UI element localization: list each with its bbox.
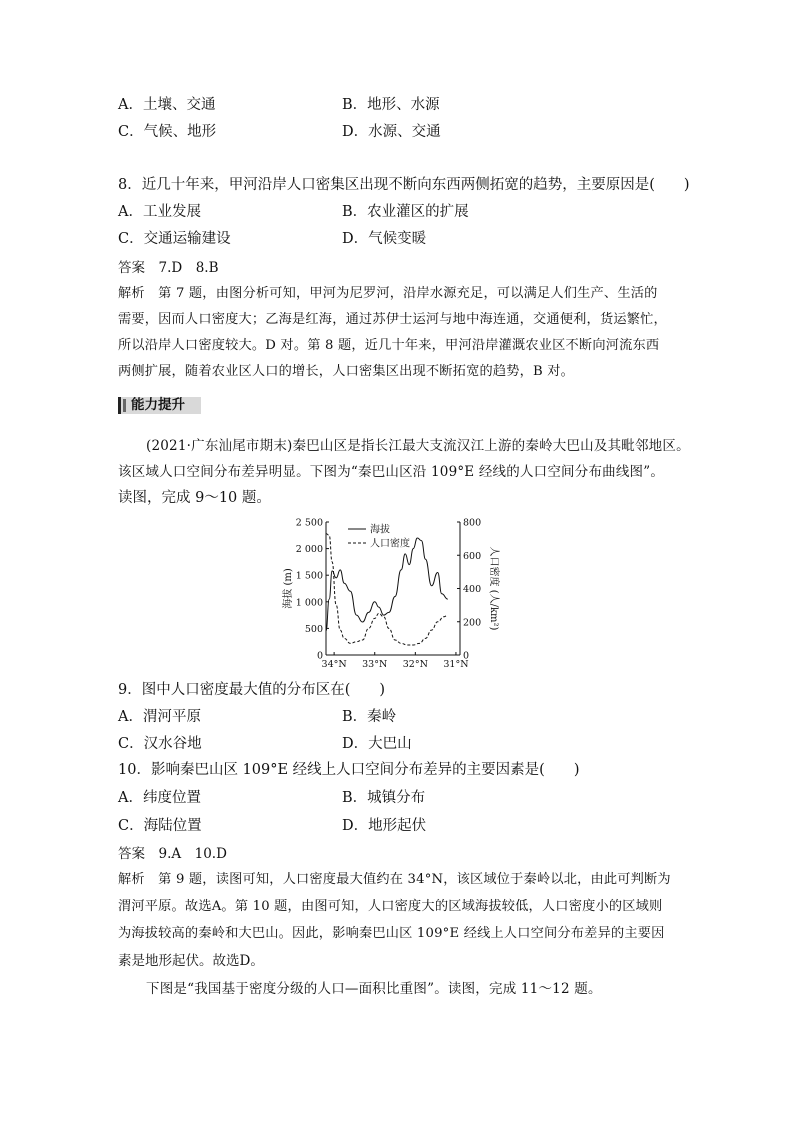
section-title: 能力提升 [131, 397, 185, 413]
intro-line: 读图，完成 9～10 题。 [118, 490, 271, 506]
question-10-stem: 10．影响秦巴山区 109°E 经线上人口空间分布差异的主要因素是( ) [118, 762, 580, 778]
explanation-line: 为海拔较高的秦岭和大巴山。因此，影响秦巴山区 109°E 经线上人口空间分布差异的主要因 [118, 926, 665, 941]
q8-option-c: C．交通运输建设 [118, 231, 231, 247]
next-intro: 下图是“我国基于密度分级的人口—面积比重图”。读图，完成 11～12 题。 [146, 981, 602, 997]
answer-9-10: 答案 9.A 10.D [118, 846, 227, 862]
q8-option-a: A．工业发展 [118, 204, 201, 220]
q10-option-c: C．海陆位置 [118, 818, 202, 834]
explanation-line: 解析 第 7 题，由图分析可知，甲河为尼罗河，沿岸水源充足，可以满足人们生产、生活的 [118, 286, 658, 301]
y-left-tick-label: 500 [304, 623, 323, 635]
explanation-line: 素是地形起伏。故选D。 [118, 953, 264, 969]
explanation-line: 所以沿岸人口密度较大。D 对。第 8 题，近几十年来，甲河沿岸灌溉农业区不断向河流东西 [118, 338, 660, 353]
y-right-tick-label: 0 [463, 650, 470, 662]
y-left-tick-label: 1 500 [295, 570, 323, 582]
q9-option-a: A．渭河平原 [118, 709, 201, 725]
y-right-tick-label: 600 [463, 550, 482, 562]
q8-option-b: B．农业灌区的扩展 [342, 204, 469, 220]
explanation-line: 两侧扩展，随着农业区人口的增长，人口密集区出现不断拓宽的趋势，B 对。 [118, 364, 575, 379]
y-left-tick-label: 2 000 [295, 544, 323, 556]
y-left-axis-label: 海拔 (m) [283, 568, 294, 609]
option-d: D．水源、交通 [342, 124, 441, 140]
y-right-tick-label: 400 [463, 584, 482, 595]
intro-line: (2021·广东汕尾市期末)秦巴山区是指长江最大支流汉江上游的秦岭大巴山及其毗邻地区。 [146, 438, 690, 454]
question-9-stem: 9．图中人口密度最大值的分布区在( ) [118, 682, 386, 698]
q10-option-b: B．城镇分布 [342, 790, 426, 806]
explanation-line: 需要，因而人口密度大；乙海是红海，通过苏伊士运河与地中海连通，交通便利，货运繁忙， [118, 312, 667, 327]
q10-option-d: D．地形起伏 [342, 818, 427, 834]
x-tick-label: 31°N [443, 659, 469, 670]
explanation-line: 解析 第 9 题，读图可知，人口密度最大值约在 34°N，该区域位于秦岭以北，由此可判断为 [118, 872, 671, 887]
answer-7-8: 答案 7.D 8.B [118, 260, 219, 276]
elevation-series-line [326, 538, 448, 631]
y-right-axis-label: 人口密度 (人/km²) [488, 546, 499, 631]
x-tick-label: 34°N [321, 659, 347, 670]
option-b: B．地形、水源 [342, 97, 440, 113]
q10-option-a: A．纬度位置 [118, 790, 201, 806]
legend-elevation-label: 海拔 [370, 524, 390, 536]
y-left-tick-label: 2 500 [295, 517, 323, 529]
elevation-population-chart [270, 512, 500, 670]
explanation-line: 渭河平原。故选A。第 10 题，由图可知，人口密度大的区域海拔较低，人口密度小的区域则 [118, 899, 663, 914]
section-marker [123, 399, 126, 412]
y-right-tick-label: 800 [463, 517, 482, 529]
legend-population-label: 人口密度 [370, 538, 410, 550]
y-left-tick-label: 1 000 [295, 597, 323, 609]
option-a: A．土壤、交通 [118, 97, 216, 113]
question-8-stem: 8．近几十年来，甲河沿岸人口密集区出现不断向东西两侧拓宽的趋势，主要原因是( ) [118, 177, 690, 193]
q9-option-c: C．汉水谷地 [118, 736, 202, 752]
y-right-tick-label: 200 [463, 617, 482, 629]
y-left-tick-label: 0 [316, 650, 323, 662]
x-tick-label: 32°N [402, 659, 428, 670]
section-header [118, 397, 201, 414]
q9-option-b: B．秦岭 [342, 709, 397, 725]
population-density-series-line [326, 534, 448, 645]
q8-option-d: D．气候变暖 [342, 231, 427, 247]
option-c: C．气候、地形 [118, 124, 217, 140]
q9-option-d: D．大巴山 [342, 736, 412, 752]
intro-line: 该区域人口空间分布差异明显。下图为“秦巴山区沿 109°E 经线的人口空间分布曲线图”。 [118, 464, 665, 480]
x-tick-label: 33°N [362, 659, 388, 670]
